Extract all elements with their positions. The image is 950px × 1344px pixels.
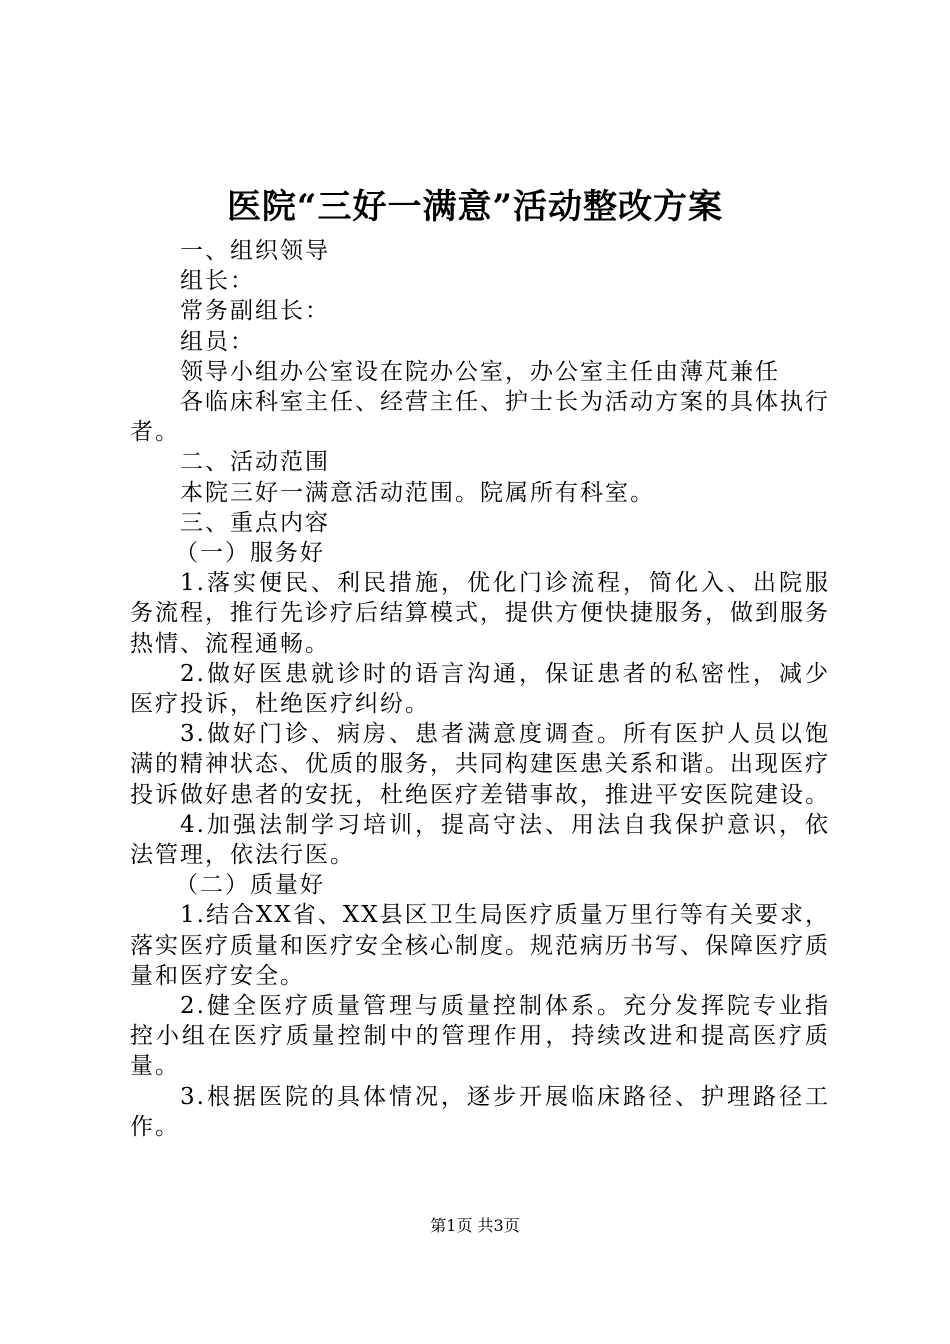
list-item-service-3: 3.做好门诊、病房、患者满意度调查。所有医护人员以饱满的精神状态、优质的服务，共同构建医患关系和谐。出现医疗投诉做好患者的安抚，杜绝医疗差错事故，推进平安医院建设。 xyxy=(130,721,830,808)
paragraph-scope: 本院三好一满意活动范围。院属所有科室。 xyxy=(180,479,655,506)
list-item-service-4: 4.加强法制学习培训，提高守法、用法自我保护意识，依法管理，依法行医。 xyxy=(130,811,830,869)
document-title: 医院“三好一满意”活动整改方案 xyxy=(226,187,724,227)
paragraph-members: 组员： xyxy=(180,328,255,355)
list-item-quality-3: 3.根据医院的具体情况，逐步开展临床路径、护理路径工作。 xyxy=(130,1083,830,1140)
list-item-quality-2: 2.健全医疗质量管理与质量控制体系。充分发挥院专业指控小组在医疗质量控制中的管理作用，持续改进和提高医疗质量。 xyxy=(130,993,830,1080)
list-item-service-1: 1.落实便民、利民措施，优化门诊流程，简化入、出院服务流程，推行先诊疗后结算模式，提供方便快捷服务，做到服务热情、流程通畅。 xyxy=(130,570,830,657)
document-body xyxy=(130,236,830,1142)
subsection-heading-service: （一）服务好 xyxy=(175,540,325,567)
section-heading-scope: 二、活动范围 xyxy=(180,449,330,476)
page-number-footer: 第1页 共3页 xyxy=(430,1216,520,1235)
list-item-service-2: 2.做好医患就诊时的语言沟通，保证患者的私密性，减少医疗投诉，杜绝医疗纠纷。 xyxy=(130,660,830,718)
section-heading-organization: 一、组织领导 xyxy=(180,238,330,264)
section-heading-key-content: 三、重点内容 xyxy=(180,509,330,536)
paragraph-executors: 各临床科室主任、经营主任、护士长为活动方案的具体执行者。 xyxy=(130,389,830,446)
paragraph-deputy-leader: 常务副组长： xyxy=(180,298,330,325)
paragraph-team-leader: 组长： xyxy=(180,268,255,295)
paragraph-office: 领导小组办公室设在院办公室，办公室主任由薄芃兼任 xyxy=(180,358,780,385)
subsection-heading-quality: （二）质量好 xyxy=(175,872,325,899)
list-item-quality-1: 1.结合XX省、XX县区卫生局医疗质量万里行等有关要求，落实医疗质量和医疗安全核心制度。规范病历书写、保障医疗质量和医疗安全。 xyxy=(130,902,830,989)
